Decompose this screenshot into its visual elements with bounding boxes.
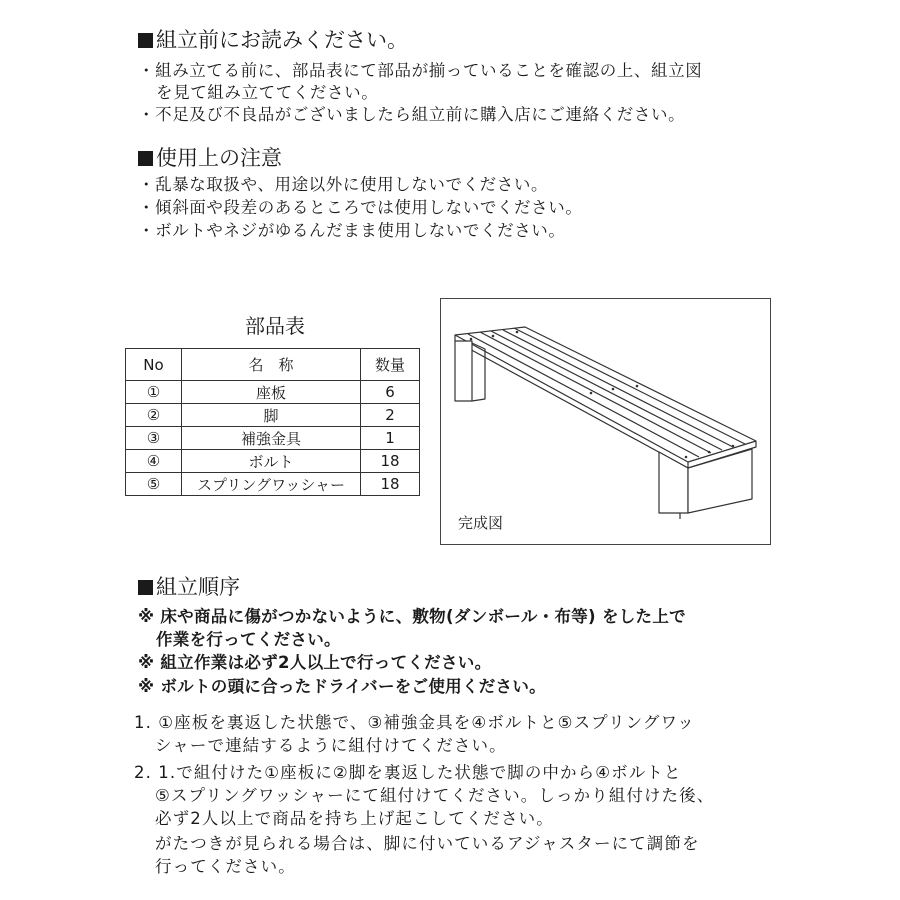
heading-text: 組立順序 [156, 575, 240, 599]
cell-no: ① [126, 381, 182, 404]
section-heading-usage-notes [138, 146, 282, 170]
cell-no: ② [126, 404, 182, 427]
section-heading-assembly-order [138, 575, 240, 599]
bench-right-leg [659, 452, 688, 513]
text-line: ・組み立てる前に、部品表にて部品が揃っていることを確認の上、組立図 [138, 61, 703, 80]
cell-no: ⑤ [126, 473, 182, 496]
square-bullet-icon [138, 33, 153, 48]
text-line: ・乱暴な取扱や、用途以外に使用しないでください。 [138, 175, 549, 194]
note-line: ※ ボルトの頭に合ったドライバーをご使用ください。 [138, 677, 546, 696]
note-line: ※ 床や商品に傷がつかないように、敷物(ダンボール・布等) をした上で [138, 607, 686, 626]
cell-qty: 1 [361, 427, 420, 450]
table-row [126, 450, 420, 473]
cell-name: 座板 [182, 381, 361, 404]
table-row [126, 404, 420, 427]
cell-name: 脚 [182, 404, 361, 427]
bench-left-leg [455, 341, 472, 401]
header-qty: 数量 [361, 349, 420, 381]
parts-table [125, 348, 420, 496]
table-header-row [126, 349, 420, 381]
text-line: ・傾斜面や段差のあるところでは使用しないでください。 [138, 198, 583, 217]
table-row [126, 473, 420, 496]
cell-no: ③ [126, 427, 182, 450]
step-line: 行ってください。 [155, 857, 296, 876]
header-name: 名 称 [182, 349, 361, 381]
cell-qty: 6 [361, 381, 420, 404]
table-row [126, 381, 420, 404]
cell-qty: 18 [361, 473, 420, 496]
step-line: 必ず2人以上で商品を持ち上げ起こしてください。 [155, 809, 554, 828]
heading-text: 使用上の注意 [156, 146, 282, 170]
step-line: がたつきが見られる場合は、脚に付いているアジャスターにて調節を [155, 834, 700, 853]
cell-no: ④ [126, 450, 182, 473]
cell-name: ボルト [182, 450, 361, 473]
text-line: ・ボルトやネジがゆるんだまま使用しないでください。 [138, 221, 566, 240]
text-line: を見て組み立ててください。 [156, 83, 379, 102]
note-line: ※ 組立作業は必ず2人以上で行ってください。 [138, 653, 492, 672]
cell-name: スプリングワッシャー [182, 473, 361, 496]
note-line: 作業を行ってください。 [156, 630, 341, 649]
figure-caption: 完成図 [458, 514, 504, 532]
parts-list-title: 部品表 [245, 314, 305, 338]
cell-name: 補強金具 [182, 427, 361, 450]
heading-text: 組立前にお読みください。 [156, 28, 408, 52]
cell-qty: 2 [361, 404, 420, 427]
step-line: 2. 1.で組付けた①座板に②脚を裏返した状態で脚の中から④ボルトと [134, 763, 682, 782]
text-line: ・不足及び不良品がございましたら組立前に購入店にご連絡ください。 [138, 105, 686, 124]
square-bullet-icon [138, 151, 153, 166]
square-bullet-icon [138, 580, 153, 595]
table-row [126, 427, 420, 450]
cell-qty: 18 [361, 450, 420, 473]
bench-illustration [441, 299, 770, 544]
completed-figure-frame [440, 298, 771, 545]
step-line: 1. ①座板を裏返した状態で、③補強金具を④ボルトと⑤スプリングワッ [134, 713, 695, 732]
section-heading-before-assembly [138, 28, 408, 52]
step-line: シャーで連結するように組付けてください。 [155, 736, 507, 755]
bench-seat-top [455, 327, 756, 462]
header-no: No [126, 349, 182, 381]
step-line: ⑤スプリングワッシャーにて組付けてください。しっかり組付けた後、 [155, 786, 715, 805]
